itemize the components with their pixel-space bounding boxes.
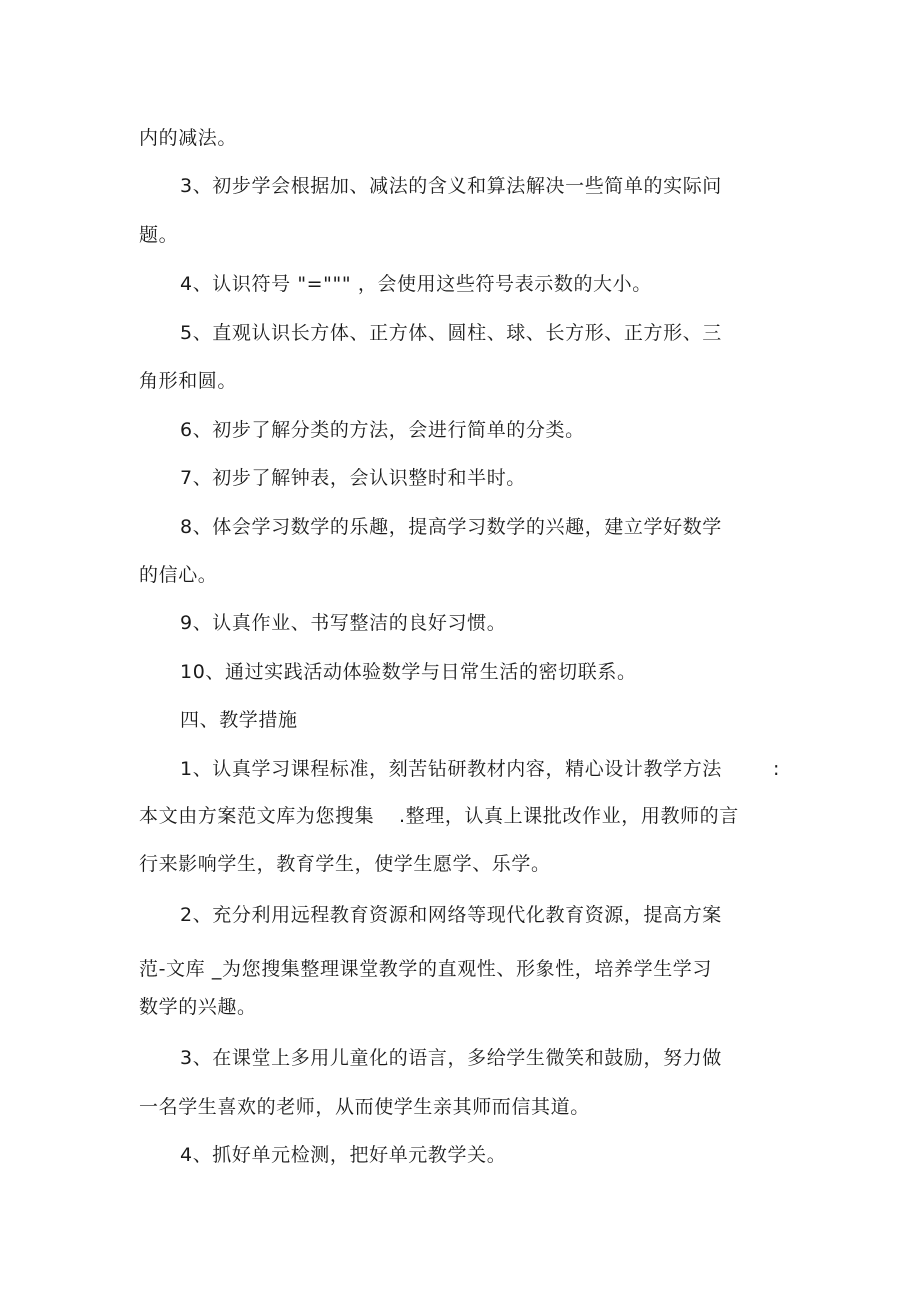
text-line: 6、初步了解分类的方法，会进行简单的分类。	[180, 419, 585, 441]
text-line: 行来影响学生，教育学生，使学生愿学、乐学。	[139, 853, 551, 875]
text-line: 4、抓好单元检测，把好单元教学关。	[180, 1144, 507, 1166]
text-line: 4、认识符号 "=""" ，会使用这些符号表示数的大小。	[180, 273, 652, 295]
text-line: 3、初步学会根据加、减法的含义和算法解决一些简单的实际问	[180, 175, 722, 197]
text-line: 一名学生喜欢的老师，从而使学生亲其师而信其道。	[139, 1096, 590, 1118]
text-line: 7、初步了解钟表，会认识整时和半时。	[180, 467, 526, 489]
text-line: 本文由方案范文库为您搜集	[139, 805, 375, 827]
text-line: 3、在课堂上多用儿童化的语言，多给学生微笑和鼓励，努力做	[180, 1047, 722, 1069]
text-line: 题。	[139, 224, 179, 246]
text-line: 10、通过实践活动体验数学与日常生活的密切联系。	[180, 661, 637, 683]
text-line: 内的减法。	[139, 127, 238, 149]
text-line: 角形和圆。	[139, 370, 238, 392]
section-heading: 四、教学措施	[180, 709, 298, 731]
text-line: 1、认真学习课程标准，刻苦钻研教材内容，精心设计教学方法	[180, 758, 722, 780]
text-line-tail: :	[773, 758, 780, 780]
text-line: 2、充分利用远程教育资源和网络等现代化教育资源，提高方案	[180, 904, 722, 926]
text-line-tail: .整理，认真上课批改作业，用教师的言	[399, 805, 739, 827]
text-line: 的信心。	[139, 564, 218, 586]
text-line: 范-文库 _为您搜集整理课堂教学的直观性、形象性，培养学生学习	[139, 958, 712, 980]
text-line: 9、认真作业、书写整洁的良好习惯。	[180, 612, 507, 634]
text-line: 5、直观认识长方体、正方体、圆柱、球、长方形、正方形、三	[180, 322, 722, 344]
text-line: 8、体会学习数学的乐趣，提高学习数学的兴趣，建立学好数学	[180, 516, 722, 538]
text-line: 数学的兴趣。	[139, 996, 257, 1018]
